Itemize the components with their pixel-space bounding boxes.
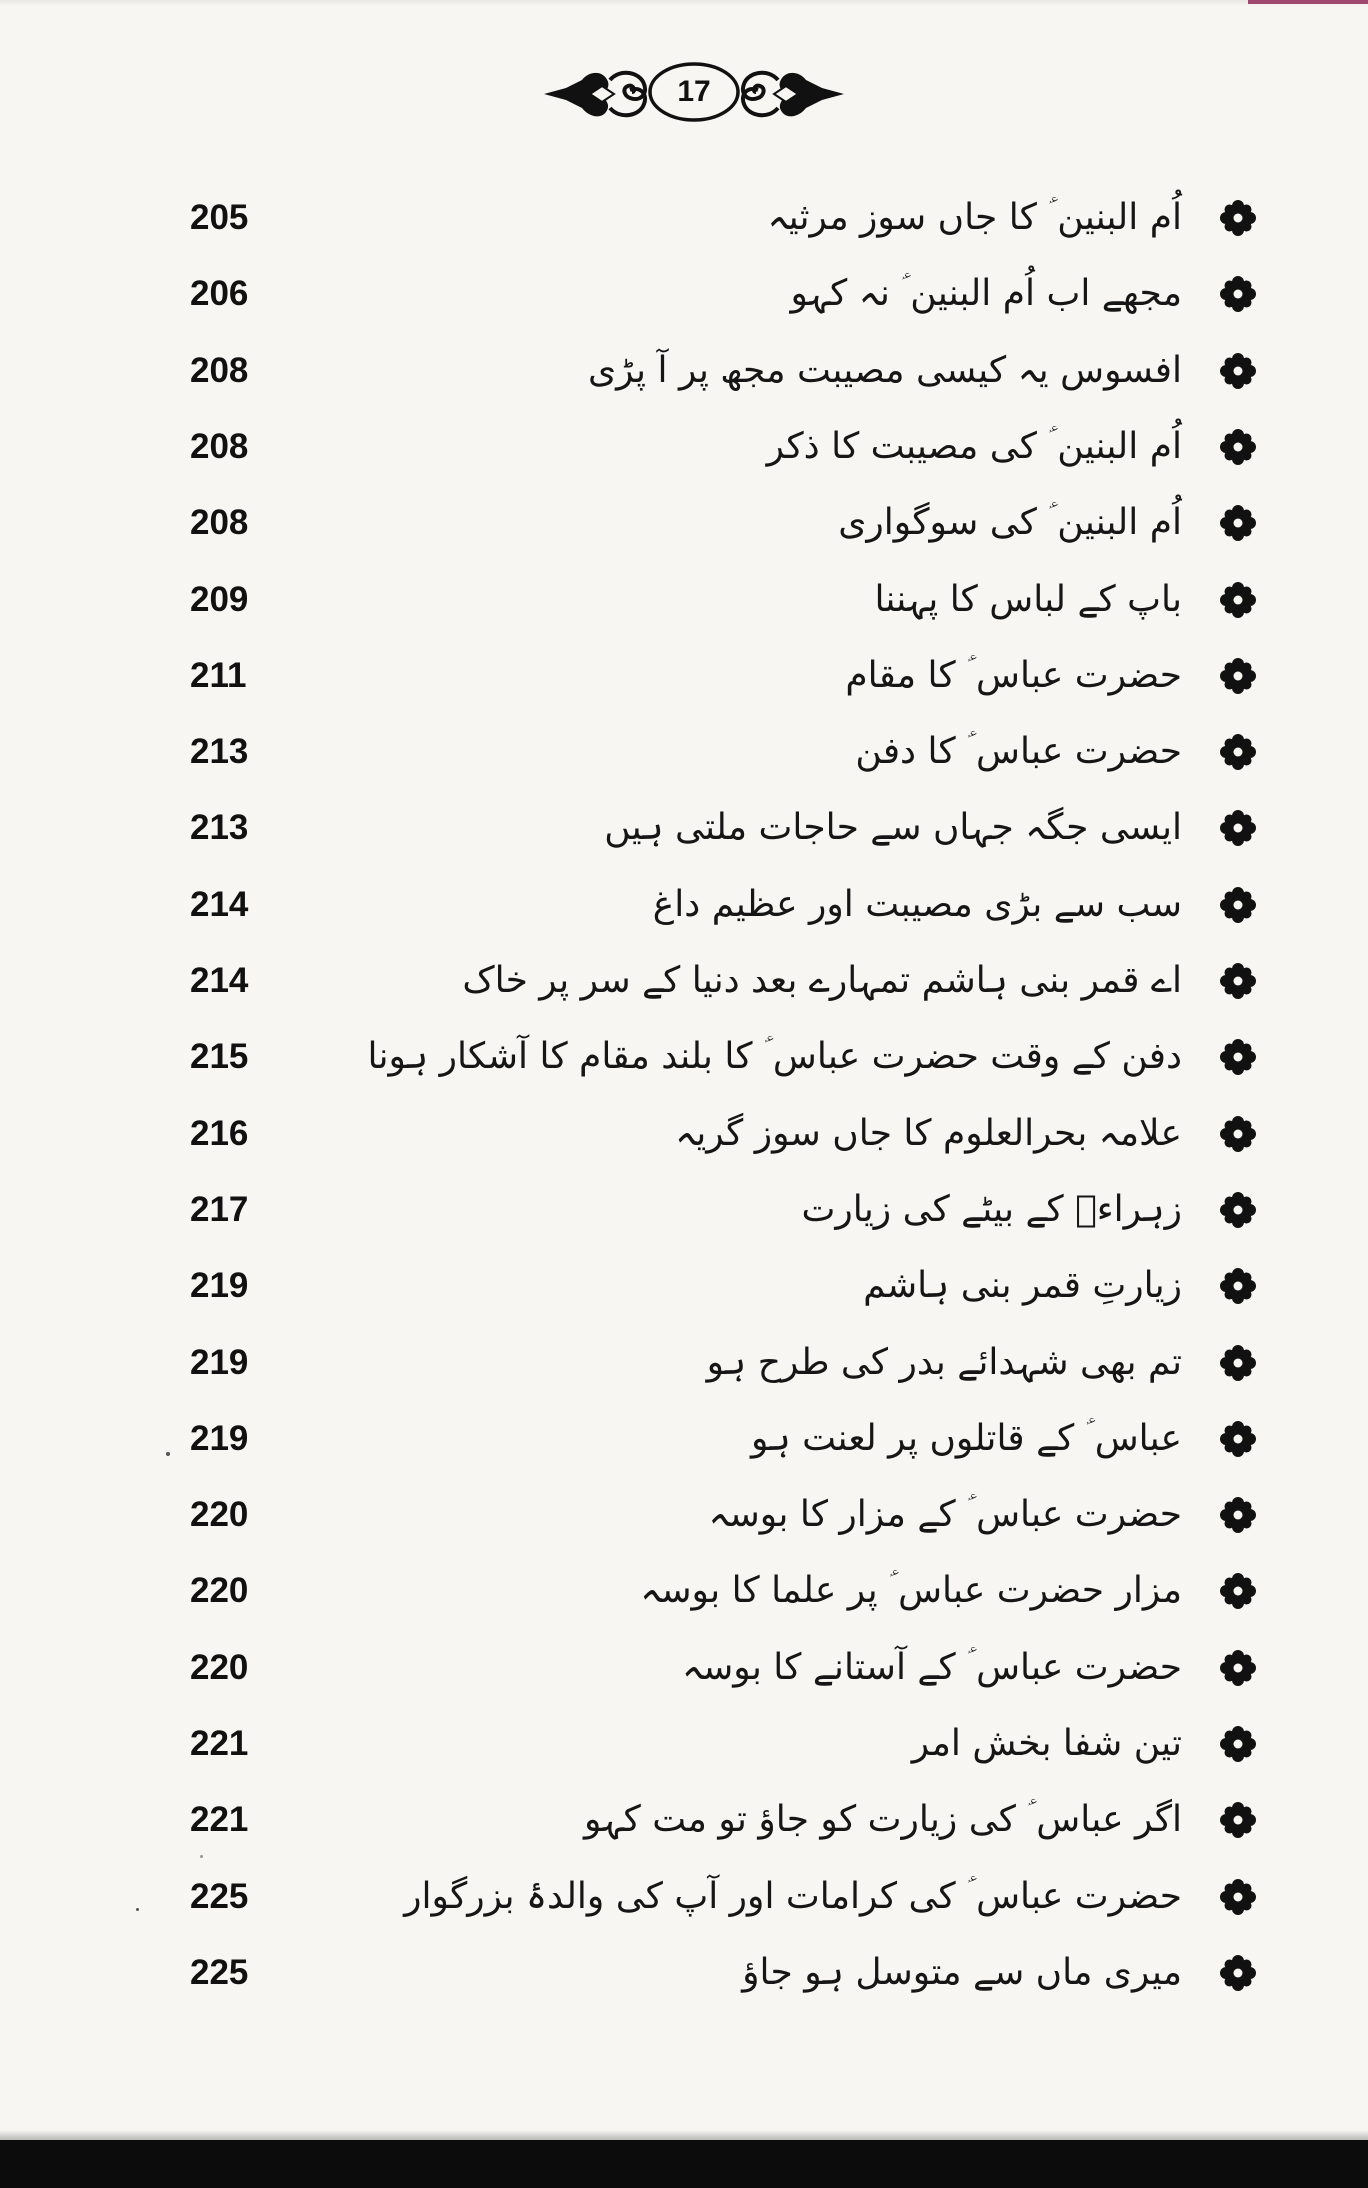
toc-entry [0, 485, 1368, 561]
flower-bullet-icon [1220, 887, 1256, 923]
toc-entry-title: میری ماں سے متوسل ہو جاؤ [742, 1952, 1182, 1993]
toc-entry [0, 1172, 1368, 1248]
toc-entry [0, 943, 1368, 1019]
flower-bullet-icon [1220, 1192, 1256, 1228]
toc-entry-page-number: 220 [190, 1495, 249, 1534]
toc-entry-page-number: 208 [190, 351, 249, 390]
toc-entry-title: سب سے بڑی مصیبت اور عظیم داغ [652, 884, 1182, 925]
flower-bullet-icon [1220, 1955, 1256, 1991]
page-top-edge-mark [1248, 0, 1368, 4]
flower-bullet-icon [1220, 582, 1256, 618]
toc-entry-title: اُم البنین ؑ کی مصیبت کا ذکر [766, 426, 1182, 467]
toc-entry-title: حضرت عباس ؑ کا مقام [845, 655, 1182, 696]
toc-entry-page-number: 208 [190, 427, 249, 466]
toc-entry-title: اُم البنین ؑ کی سوگواری [838, 502, 1182, 543]
toc-entry [0, 1401, 1368, 1477]
toc-entry-page-number: 209 [190, 580, 249, 619]
flower-bullet-icon [1220, 1116, 1256, 1152]
page-top-edge [0, 0, 1368, 6]
toc-entry-page-number: 221 [190, 1724, 249, 1763]
toc-entry [0, 562, 1368, 638]
flower-bullet-icon [1220, 1573, 1256, 1609]
toc-entry-page-number: 220 [190, 1571, 249, 1610]
toc-entry-page-number: 205 [190, 198, 249, 237]
toc-entry [0, 180, 1368, 256]
toc-entry-page-number: 225 [190, 1953, 249, 1992]
toc-entry-title: زہراءؑ کے بیٹے کی زیارت [801, 1189, 1182, 1230]
flower-bullet-icon [1220, 810, 1256, 846]
toc-entry-title: ایسی جگہ جہاں سے حاجات ملتی ہیں [604, 807, 1182, 848]
toc-entry-title: حضرت عباس ؑ کی کرامات اور آپ کی والدۂ بزرگوار [404, 1876, 1182, 1917]
toc-entry [0, 867, 1368, 943]
toc-entry-page-number: 220 [190, 1648, 249, 1687]
toc-entry-page-number: 219 [190, 1343, 249, 1382]
flower-bullet-icon [1220, 1268, 1256, 1304]
toc-entry-title: مزار حضرت عباس ؑ پر علما کا بوسہ [640, 1570, 1182, 1611]
toc-entry [0, 256, 1368, 332]
toc-entry-title: تم بھی شہدائے بدر کی طرح ہو [706, 1342, 1182, 1383]
toc-entry-page-number: 219 [190, 1266, 249, 1305]
page-bottom-shadow [0, 2130, 1368, 2140]
toc-entry-title: مجھے اب اُم البنین ؑ نہ کہو [790, 273, 1182, 314]
toc-entry [0, 638, 1368, 714]
flower-bullet-icon [1220, 1345, 1256, 1381]
toc-entry [0, 1325, 1368, 1401]
toc-entry [0, 1782, 1368, 1858]
flower-bullet-icon [1220, 505, 1256, 541]
toc-entry-title: افسوس یہ کیسی مصیبت مجھ پر آ پڑی [588, 350, 1182, 391]
toc-entry-page-number: 225 [190, 1877, 249, 1916]
toc-entry-title: علامہ بحرالعلوم کا جاں سوز گریہ [675, 1113, 1182, 1154]
toc-entry-page-number: 217 [190, 1190, 249, 1229]
toc-entry-title: اے قمر بنی ہاشم تمہارے بعد دنیا کے سر پر خاک [462, 960, 1182, 1001]
flower-bullet-icon [1220, 1497, 1256, 1533]
toc-entry [0, 1248, 1368, 1324]
toc-entry-page-number: 221 [190, 1800, 249, 1839]
toc-entry [0, 1935, 1368, 2011]
flower-bullet-icon [1220, 1421, 1256, 1457]
paper-speck [136, 1908, 139, 1911]
flower-bullet-icon [1220, 658, 1256, 694]
toc-entry-page-number: 219 [190, 1419, 249, 1458]
toc-entry-page-number: 215 [190, 1037, 249, 1076]
flower-bullet-icon [1220, 200, 1256, 236]
toc-entry-page-number: 216 [190, 1114, 249, 1153]
toc-entry-title: حضرت عباس ؑ کے آستانے کا بوسہ [681, 1647, 1182, 1688]
toc-entry-page-number: 208 [190, 503, 249, 542]
toc-entry [0, 409, 1368, 485]
toc-entry-page-number: 214 [190, 885, 249, 924]
toc-entry [0, 1706, 1368, 1782]
toc-entry [0, 1096, 1368, 1172]
toc-entry-page-number: 213 [190, 808, 249, 847]
flower-bullet-icon [1220, 429, 1256, 465]
flower-bullet-icon [1220, 353, 1256, 389]
flower-bullet-icon [1220, 1650, 1256, 1686]
toc-entry-title: باپ کے لباس کا پہننا [874, 579, 1182, 620]
flower-bullet-icon [1220, 734, 1256, 770]
toc-entry [0, 1553, 1368, 1629]
flower-bullet-icon [1220, 1802, 1256, 1838]
toc-entry-title: حضرت عباس ؑ کے مزار کا بوسہ [708, 1494, 1182, 1535]
toc-entry [0, 714, 1368, 790]
flower-bullet-icon [1220, 963, 1256, 999]
toc-entry-page-number: 213 [190, 732, 249, 771]
toc-entry-page-number: 211 [190, 656, 247, 695]
flower-bullet-icon [1220, 1726, 1256, 1762]
page-number: 17 [677, 75, 711, 108]
toc-entry-title: اگر عباس ؑ کی زیارت کو جاؤ تو مت کہو [583, 1799, 1182, 1840]
toc-entry [0, 790, 1368, 866]
page-bottom-edge [0, 2140, 1368, 2188]
toc-entry-title: عباس ؑ کے قاتلوں پر لعنت ہو [751, 1418, 1182, 1459]
toc-entry [0, 1019, 1368, 1095]
toc-entry-title: اُم البنین ؑ کا جاں سوز مرثیہ [767, 197, 1182, 238]
toc-entry-title: تین شفا بخش امر [911, 1723, 1182, 1764]
flower-bullet-icon [1220, 1039, 1256, 1075]
paper-speck [200, 1855, 203, 1858]
toc-entry [0, 1630, 1368, 1706]
paper-speck [166, 1452, 170, 1456]
flower-bullet-icon [1220, 276, 1256, 312]
toc-entry-title: حضرت عباس ؑ کا دفن [855, 731, 1182, 772]
toc-entry-page-number: 214 [190, 961, 249, 1000]
flower-bullet-icon [1220, 1879, 1256, 1915]
toc-entry-title: دفن کے وقت حضرت عباس ؑ کا بلند مقام کا آشکار ہونا [367, 1036, 1182, 1077]
toc-entry [0, 333, 1368, 409]
toc-entry [0, 1859, 1368, 1935]
toc-entry-title: زیارتِ قمر بنی ہاشم [863, 1265, 1182, 1306]
toc-entry-page-number: 206 [190, 274, 249, 313]
toc-entry [0, 1477, 1368, 1553]
page-header-ornament [544, 58, 844, 130]
